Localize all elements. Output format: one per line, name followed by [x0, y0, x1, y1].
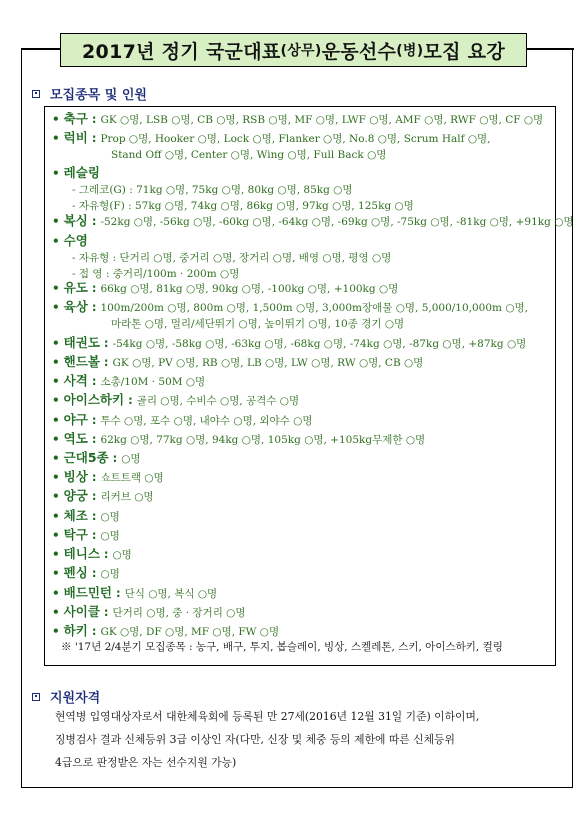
colon: : — [99, 355, 113, 369]
sport-name: 유도 — [63, 280, 88, 295]
bullet-icon: • — [52, 451, 60, 465]
bullet-icon: • — [52, 528, 60, 542]
bullet-icon: • — [52, 509, 60, 523]
sport-item — [52, 355, 423, 370]
sport-item — [52, 605, 246, 620]
sport-item — [52, 528, 120, 543]
bullet-icon: • — [52, 281, 60, 295]
section-eligibility-heading — [32, 687, 100, 706]
sport-detail: 단거리 ○명, 중 · 장거리 ○명 — [112, 607, 246, 619]
bullet-icon: • — [52, 166, 60, 180]
title-part-3: 모집 요강 — [423, 40, 505, 63]
sport-item — [52, 112, 543, 127]
sport-detail-line: 마라톤 ○명, 멀리/세단뛰기 ○명, 높이뛰기 ○명, 10종 경기 ○명 — [111, 318, 405, 330]
bullet-icon: • — [52, 624, 60, 638]
sport-item — [52, 586, 217, 601]
sport-name: 배드민턴 — [63, 585, 112, 600]
sport-name: 핸드볼 — [63, 354, 100, 369]
sport-detail: 62kg ○명, 77kg ○명, 94kg ○명, 105kg ○명, +105kg무제한 ○명 — [100, 434, 426, 446]
sport-name: 아이스하키 — [63, 392, 125, 407]
title-paren-1: (상무) — [280, 43, 322, 59]
sport-name: 야구 — [63, 412, 88, 427]
bullet-icon: • — [52, 413, 60, 427]
sport-name: 펜싱 — [63, 565, 88, 580]
sport-name: 탁구 — [63, 527, 88, 542]
bullet-icon: • — [52, 470, 60, 484]
bullet-icon: • — [52, 566, 60, 580]
bullet-icon: • — [52, 547, 60, 561]
bullet-icon: • — [52, 586, 60, 600]
sport-detail: 66kg ○명, 81kg ○명, 90kg ○명, -100kg ○명, +100kg ○명 — [100, 283, 399, 295]
bullet-icon: • — [52, 393, 60, 407]
sport-item — [52, 470, 164, 485]
sport-detail: -54kg ○명, -58kg ○명, -63kg ○명, -68kg ○명, -74kg ○명, -87kg ○명, +87kg ○명 — [112, 338, 527, 350]
sport-item — [52, 166, 100, 180]
sport-item — [52, 393, 299, 408]
sport-detail: 쇼트트랙 ○명 — [100, 472, 164, 484]
sport-detail-line: - 자유형 : 단거리 ○명, 중거리 ○명, 장거리 ○명, 배영 ○명, 평영 ○명 — [72, 252, 392, 264]
title-paren-2: (병) — [396, 43, 424, 59]
sport-item — [52, 413, 312, 428]
colon: : — [99, 336, 113, 350]
square-bullet-icon — [32, 90, 40, 98]
sport-item — [52, 509, 120, 524]
colon: : — [99, 605, 113, 619]
sport-item — [52, 624, 279, 639]
sport-item — [52, 566, 120, 581]
sport-item — [52, 234, 88, 248]
colon: : — [87, 489, 101, 503]
square-bullet-icon — [32, 693, 40, 701]
colon: : — [87, 470, 101, 484]
sport-detail: -52kg ○명, -56kg ○명, -60kg ○명, -64kg ○명, -69kg ○명, -75kg ○명, -81kg ○명, +91kg ○명 — [100, 216, 574, 228]
sport-detail: 소총/10M · 50M ○명 — [100, 376, 206, 388]
sport-name: 사격 — [63, 373, 88, 388]
colon: : — [87, 112, 101, 126]
sport-item — [52, 432, 425, 447]
sport-name: 태권도 — [63, 335, 100, 350]
sport-name: 사이클 — [63, 604, 100, 619]
bullet-icon: • — [52, 432, 60, 446]
colon: : — [87, 624, 101, 638]
sport-name: 근대5종 — [63, 450, 109, 465]
colon: : — [99, 547, 113, 561]
sport-detail-line: - 그레코(G) : 71kg ○명, 75kg ○명, 80kg ○명, 85kg ○명 — [72, 184, 353, 196]
sport-detail: 투수 ○명, 포수 ○명, 내야수 ○명, 외야수 ○명 — [100, 415, 313, 427]
colon: : — [111, 586, 125, 600]
sport-detail: ○명 — [100, 530, 120, 542]
sport-name: 하키 — [63, 623, 88, 638]
colon: : — [87, 214, 101, 228]
section-heading-text: 모집종목 및 인원 — [50, 88, 147, 103]
sport-name: 복싱 — [63, 213, 88, 228]
sport-detail: Prop ○명, Hooker ○명, Lock ○명, Flanker ○명, No.8 ○명, Scrum Half ○명, — [100, 133, 491, 145]
sport-detail: GK ○명, LSB ○명, CB ○명, RSB ○명, MF ○명, LWF ○명, AMF ○명, RWF ○명, CF ○명 — [100, 114, 544, 126]
sport-detail: ○명 — [121, 453, 141, 465]
sport-detail: 골리 ○명, 수비수 ○명, 공격수 ○명 — [136, 395, 300, 407]
colon: : — [108, 451, 122, 465]
sport-item — [52, 214, 574, 229]
sport-item — [52, 489, 154, 504]
sport-name: 빙상 — [63, 469, 88, 484]
colon: : — [87, 413, 101, 427]
sport-item — [52, 336, 526, 351]
bullet-icon: • — [52, 605, 60, 619]
sport-name: 육상 — [63, 299, 88, 314]
sport-name: 럭비 — [63, 130, 88, 145]
sport-name: 테니스 — [63, 546, 100, 561]
colon: : — [124, 393, 137, 407]
bullet-icon: • — [52, 489, 60, 503]
title-part-1: 2017년 정기 국군대표 — [82, 40, 281, 63]
bullet-icon: • — [52, 336, 60, 350]
eligibility-line: 징병검사 결과 신체등위 3급 이상인 자(다만, 신장 및 체중 등의 제한에 따른 신체등위 — [55, 733, 455, 746]
quarter-note: ※ '17년 2/4분기 모집종목 : 농구, 배구, 투지, 봅슬레이, 빙상, 스켈레톤, 스키, 아이스하키, 컬링 — [61, 641, 503, 653]
colon: : — [87, 509, 101, 523]
bullet-icon: • — [52, 374, 60, 388]
eligibility-line: 4급으로 판정받은 자는 선수지원 가능) — [55, 756, 237, 769]
eligibility-line: 현역병 입영대상자로서 대한체육회에 등록된 만 27세(2016년 12월 31일 기준) 이하이며, — [55, 710, 480, 723]
sport-detail: 단식 ○명, 복식 ○명 — [124, 588, 218, 600]
sport-detail-line: - 접 영 : 중거리/100m · 200m ○명 — [72, 268, 240, 280]
sport-name: 축구 — [63, 111, 88, 126]
sport-detail: GK ○명, DF ○명, MF ○명, FW ○명 — [100, 626, 280, 638]
sport-detail: 리커브 ○명 — [100, 491, 154, 503]
sport-detail: ○명 — [100, 511, 120, 523]
colon: : — [87, 432, 101, 446]
colon: : — [87, 374, 101, 388]
colon: : — [87, 300, 101, 314]
sport-name: 레슬링 — [63, 165, 100, 180]
sport-name: 수영 — [63, 233, 88, 248]
sport-detail: GK ○명, PV ○명, RB ○명, LB ○명, LW ○명, RW ○명, CB ○명 — [112, 357, 424, 369]
sport-item — [52, 374, 205, 389]
colon: : — [87, 566, 101, 580]
bullet-icon: • — [52, 214, 60, 228]
colon: : — [87, 528, 101, 542]
sport-detail-line: Stand Off ○명, Center ○명, Wing ○명, Full Back ○명 — [111, 149, 387, 161]
sport-detail: ○명 — [112, 549, 132, 561]
bullet-icon: • — [52, 131, 60, 145]
sport-item — [52, 547, 132, 562]
colon: : — [87, 281, 101, 295]
sport-name: 양궁 — [63, 488, 88, 503]
sport-item — [52, 131, 490, 146]
sport-item — [52, 281, 398, 296]
title-part-2: 운동선수 — [321, 40, 397, 63]
sport-item — [52, 300, 528, 315]
sport-name: 체조 — [63, 508, 88, 523]
sport-detail: ○명 — [100, 568, 120, 580]
sport-detail: 100m/200m ○명, 800m ○명, 1,500m ○명, 3,000m장애물 ○명, 5,000/10,000m ○명, — [100, 302, 528, 314]
bullet-icon: • — [52, 300, 60, 314]
bullet-icon: • — [52, 112, 60, 126]
sport-item — [52, 451, 141, 466]
bullet-icon: • — [52, 234, 60, 248]
sport-detail-line: - 자유형(F) : 57kg ○명, 74kg ○명, 86kg ○명, 97kg ○명, 125kg ○명 — [72, 200, 414, 212]
section-recruitment-heading — [32, 84, 147, 103]
section-heading-text: 지원자격 — [50, 691, 101, 706]
colon: : — [87, 131, 101, 145]
bullet-icon: • — [52, 355, 60, 369]
sport-name: 역도 — [63, 431, 88, 446]
